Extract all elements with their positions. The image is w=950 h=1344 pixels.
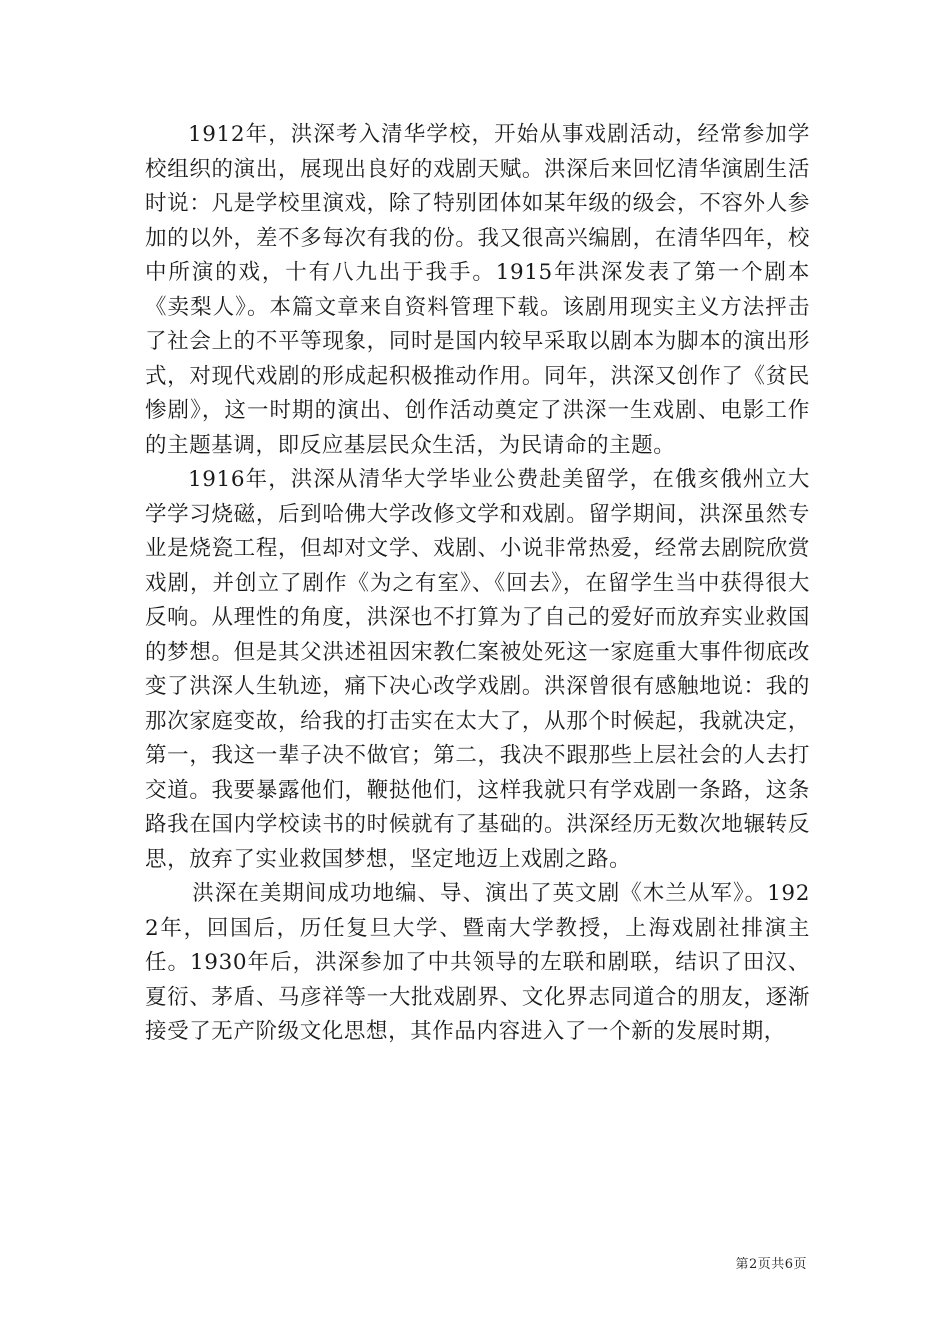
paragraph-1: 1912年，洪深考入清华学校，开始从事戏剧活动，经常参加学校组织的演出，展现出良好的戏剧天赋。洪深后来回忆清华演剧生活时说：凡是学校里演戏，除了特别团体如某年级的级会，不容外人参加的以外，差不多每次有我的份。我又很高兴编剧，在清华四年，校中所演的戏，十有八九出于我手。1915年洪深发表了第一个剧本《卖梨人》。本篇文章来自资料管理下载。该剧用现实主义方法抨击了社会上的不平等现象，同时是国内较早采取以剧本为脚本的演出形式，对现代戏剧的形成起积极推动作用。同年，洪深又创作了《贫民惨剧》，这一时期的演出、创作活动奠定了洪深一生戏剧、电影工作的主题基调，即反应基层民众生活，为民请命的主题。	[145, 122, 810, 458]
paragraph-2: 1916年，洪深从清华大学毕业公费赴美留学，在俄亥俄州立大学学习烧磁，后到哈佛大学改修文学和戏剧。留学期间，洪深虽然专业是烧瓷工程，但却对文学、戏剧、小说非常热爱，经常去剧院欣赏戏剧，并创立了剧作《为之有室》、《回去》，在留学生当中获得很大反响。从理性的角度，洪深也不打算为了自己的爱好而放弃实业救国的梦想。但是其父洪述祖因宋教仁案被处死这一家庭重大事件彻底改变了洪深人生轨迹，痛下决心改学戏剧。洪深曾很有感触地说：我的那次家庭变故，给我的打击实在太大了，从那个时候起，我就决定，第一，我这一辈子决不做官；第二，我决不跟那些上层社会的人去打交道。我要暴露他们，鞭挞他们，这样我就只有学戏剧一条路，这条路我在国内学校读书的时候就有了基础的。洪深经历无数次地辗转反思，放弃了实业救国梦想，坚定地迈上戏剧之路。	[145, 467, 810, 872]
body-text	[145, 118, 810, 1050]
page-number-footer: 第2页共6页	[735, 1257, 807, 1272]
paragraph-3: 洪深在美期间成功地编、导、演出了英文剧《木兰从军》。1922年，回国后，历任复旦大学、暨南大学教授，上海戏剧社排演主任。1930年后，洪深参加了中共领导的左联和剧联，结识了田汉、夏衍、茅盾、马彦祥等一大批戏剧界、文化界志同道合的朋友，逐渐接受了无产阶级文化思想，其作品内容进入了一个新的发展时期，	[145, 881, 810, 1044]
